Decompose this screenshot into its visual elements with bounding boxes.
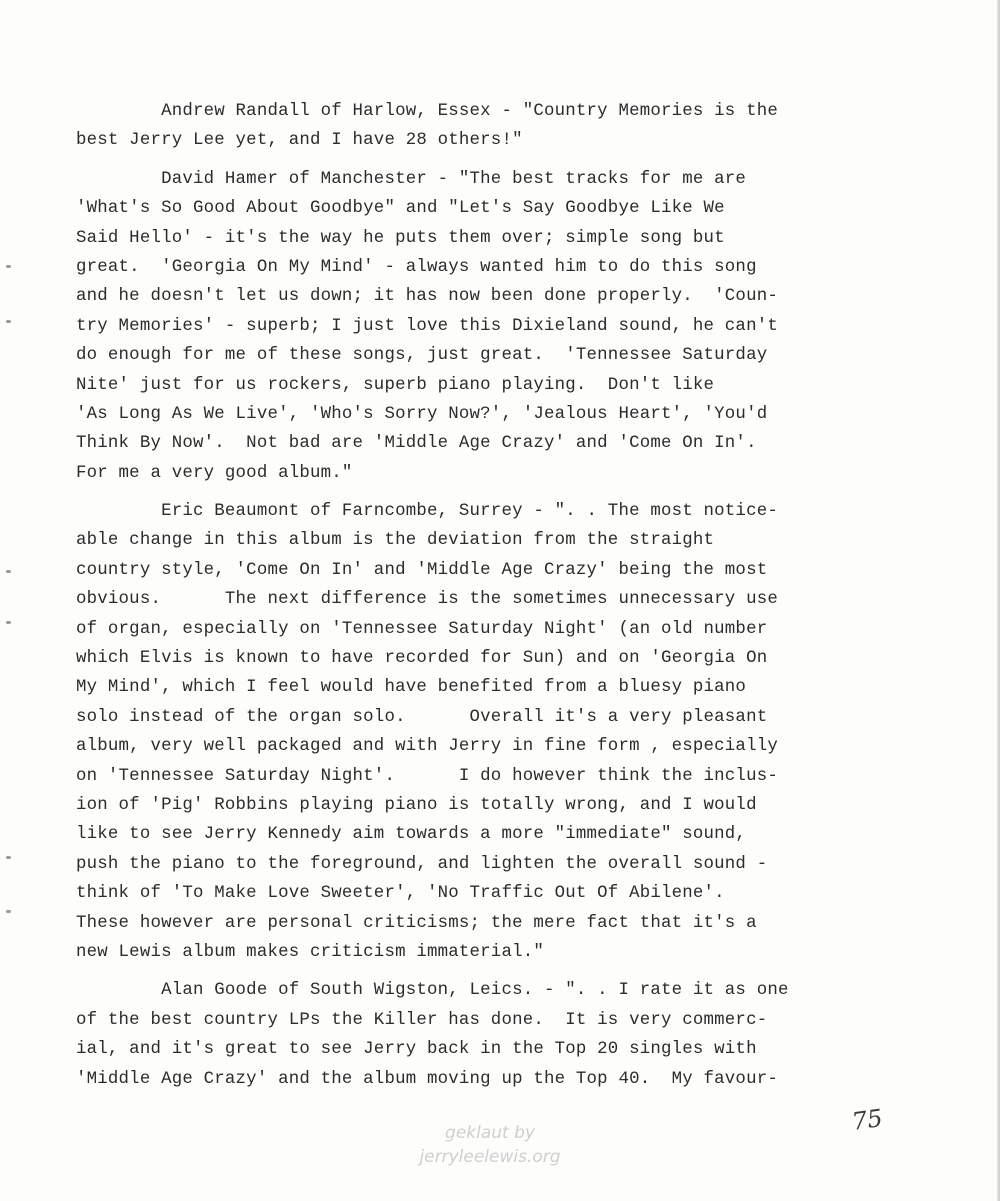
text-line: think of 'To Make Love Sweeter', 'No Traffic Out Of Abilene'. <box>76 884 725 904</box>
text-line: new Lewis album makes criticism immaterial." <box>76 942 544 962</box>
text-line: Nite' just for us rockers, superb piano playing. Don't like <box>76 375 715 395</box>
binder-hole-mark <box>6 265 11 268</box>
text-line: do enough for me of these songs, just great. 'Tennessee Saturday <box>76 346 768 366</box>
binder-hole-mark <box>6 856 11 859</box>
binder-hole-mark <box>6 320 11 323</box>
text-line: My Mind', which I feel would have benefited from a bluesy piano <box>76 678 747 698</box>
paragraph-gap <box>76 967 876 976</box>
page-number: 75 <box>850 1104 885 1136</box>
letter-paragraph <box>76 97 876 156</box>
text-line: For me a very good album." <box>76 463 353 483</box>
text-line: great. 'Georgia On My Mind' - always wanted him to do this song <box>76 257 757 277</box>
watermark-line-1: geklaut by <box>445 1123 535 1143</box>
text-line: 'What's So Good About Goodbye" and "Let's Say Goodbye Like We <box>76 199 725 219</box>
paragraph-gap <box>76 488 876 497</box>
text-line: able change in this album is the deviation from the straight <box>76 531 715 551</box>
binder-hole-mark <box>6 621 11 624</box>
text-line: Said Hello' - it's the way he puts them over; simple song but <box>76 228 725 248</box>
watermark-line-2: jerryleelewis.org <box>419 1147 561 1167</box>
text-line: 'Middle Age Crazy' and the album moving up the Top 40. My favour- <box>76 1069 778 1089</box>
text-line: These however are personal criticisms; the mere fact that it's a <box>76 913 757 933</box>
text-line: 'As Long As We Live', 'Who's Sorry Now?', 'Jealous Heart', 'You'd <box>76 404 768 424</box>
text-line: best Jerry Lee yet, and I have 28 others!" <box>76 131 523 151</box>
text-line: Alan Goode of South Wigston, Leics. - ". . I rate it as one <box>76 981 789 1001</box>
text-line: and he doesn't let us down; it has now been done properly. 'Coun- <box>76 287 778 307</box>
text-line: David Hamer of Manchester - "The best tracks for me are <box>76 169 747 189</box>
letter-paragraph <box>76 976 876 1094</box>
paragraph-gap <box>76 156 876 165</box>
binder-hole-mark <box>6 570 11 573</box>
text-line: which Elvis is known to have recorded for Sun) and on 'Georgia On <box>76 649 768 669</box>
text-line: Eric Beaumont of Farncombe, Surrey - ". . The most notice- <box>76 502 778 522</box>
text-line: solo instead of the organ solo. Overall it's a very pleasant <box>76 707 768 727</box>
letter-paragraph <box>76 497 876 967</box>
binder-hole-mark <box>6 910 11 913</box>
text-line: Think By Now'. Not bad are 'Middle Age Crazy' and 'Come On In'. <box>76 434 757 454</box>
text-line: of organ, especially on 'Tennessee Saturday Night' (an old number <box>76 619 768 639</box>
text-line: Andrew Randall of Harlow, Essex - "Country Memories is the <box>76 102 778 121</box>
text-line: obvious. The next difference is the sometimes unnecessary use <box>76 590 778 610</box>
letter-paragraph <box>76 165 876 488</box>
text-line: like to see Jerry Kennedy aim towards a more "immediate" sound, <box>76 825 747 845</box>
text-line: try Memories' - superb; I just love this Dixieland sound, he can't <box>76 316 778 336</box>
text-line: album, very well packaged and with Jerry in fine form , especially <box>76 737 778 757</box>
document-body <box>76 97 876 1094</box>
watermark <box>380 1121 600 1169</box>
text-line: ial, and it's great to see Jerry back in the Top 20 singles with <box>76 1040 757 1060</box>
text-line: country style, 'Come On In' and 'Middle Age Crazy' being the most <box>76 560 768 580</box>
text-line: of the best country LPs the Killer has done. It is very commerc- <box>76 1010 768 1030</box>
text-line: on 'Tennessee Saturday Night'. I do however think the inclus- <box>76 766 778 786</box>
text-line: ion of 'Pig' Robbins playing piano is totally wrong, and I would <box>76 795 757 815</box>
text-line: push the piano to the foreground, and lighten the overall sound - <box>76 854 768 874</box>
